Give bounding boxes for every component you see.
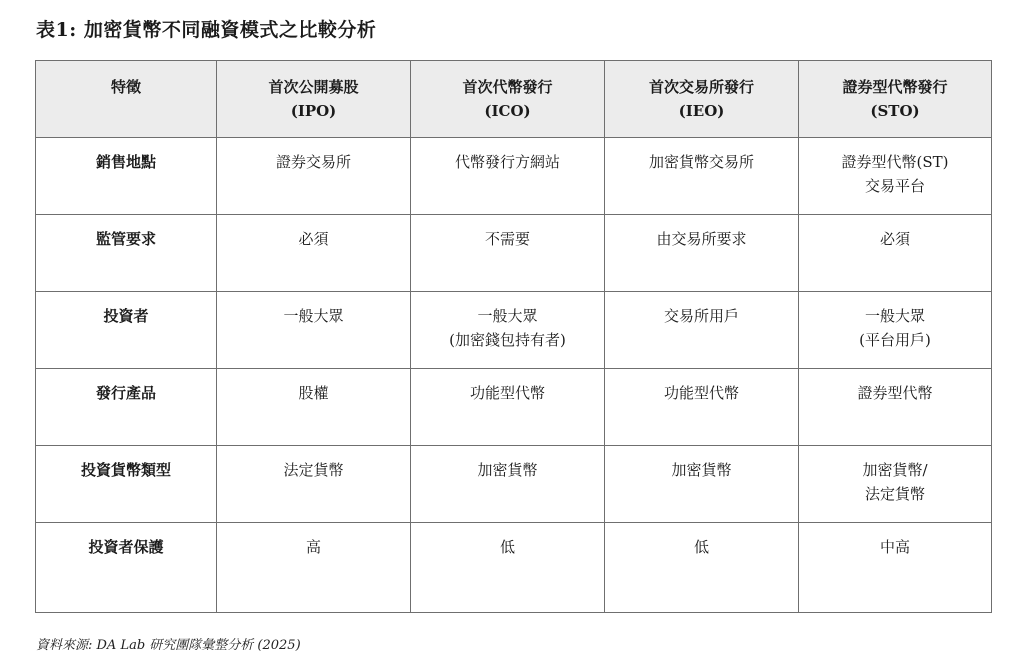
cell-text: 證券交易所: [275, 153, 351, 171]
table-cell-ieo: [605, 138, 799, 215]
table-cell-ieo: [605, 369, 799, 446]
cell-text: 功能型代幣: [663, 384, 739, 402]
cell-text: 中高: [879, 538, 910, 556]
column-header-line: (ICO): [484, 102, 531, 120]
table-header-row: [36, 61, 992, 138]
column-header-ieo: [605, 61, 799, 138]
table-cell-ico: [411, 138, 605, 215]
table-cell-ieo: [605, 446, 799, 523]
table-cell-ieo: [605, 215, 799, 292]
cell-text: (平台用戶): [859, 331, 931, 349]
table-cell-ipo: [217, 292, 411, 369]
table-cell-sto: [799, 369, 992, 446]
table-cell-ipo: [217, 446, 411, 523]
table-cell-ico: [411, 369, 605, 446]
row-feature-cell: [36, 138, 217, 215]
cell-text: 一般大眾: [477, 307, 538, 325]
table-row: [36, 215, 992, 292]
cell-text: 功能型代幣: [469, 384, 545, 402]
table-cell-sto: [799, 138, 992, 215]
table-cell-ipo: [217, 215, 411, 292]
cell-text: 必須: [298, 230, 329, 248]
cell-text: 投資貨幣類型: [80, 461, 171, 479]
cell-text: 一般大眾: [864, 307, 925, 325]
table-row: [36, 138, 992, 215]
cell-text: 交易所用戶: [663, 307, 739, 325]
cell-text: 由交易所要求: [656, 230, 747, 248]
column-header-sto: [799, 61, 992, 138]
cell-text: 必須: [879, 230, 910, 248]
table-row: [36, 292, 992, 369]
column-header-line: 首次代幣發行: [462, 78, 553, 96]
table-cell-sto: [799, 446, 992, 523]
cell-text: 代幣發行方網站: [454, 153, 560, 171]
cell-text: 監管要求: [95, 230, 156, 248]
cell-text: 發行產品: [95, 384, 156, 402]
column-header-line: 首次公開募股: [268, 78, 359, 96]
cell-text: 投資者保護: [88, 538, 164, 556]
table-cell-sto: [799, 292, 992, 369]
table-row: [36, 523, 992, 613]
cell-text: 加密貨幣: [671, 461, 732, 479]
table-row: [36, 446, 992, 523]
comparison-table: [35, 60, 992, 613]
cell-text: 證券型代幣: [857, 384, 933, 402]
column-header-line: 特徵: [110, 78, 141, 96]
cell-text: 法定貨幣: [283, 461, 344, 479]
cell-text: 一般大眾: [283, 307, 344, 325]
row-feature-cell: [36, 446, 217, 523]
cell-text: 投資者: [103, 307, 149, 325]
column-header-line: 證券型代幣發行: [842, 78, 948, 96]
table-cell-sto: [799, 215, 992, 292]
cell-text: 低: [499, 538, 515, 556]
column-header-line: (STO): [870, 102, 920, 120]
table-cell-ieo: [605, 292, 799, 369]
column-header-line: 首次交易所發行: [648, 78, 754, 96]
cell-text: 法定貨幣: [864, 485, 925, 503]
table-cell-sto: [799, 523, 992, 613]
table-row: [36, 369, 992, 446]
cell-text: 加密貨幣交易所: [648, 153, 754, 171]
cell-text: (加密錢包持有者): [449, 331, 566, 349]
table-cell-ipo: [217, 138, 411, 215]
table-cell-ico: [411, 523, 605, 613]
table-cell-ipo: [217, 523, 411, 613]
column-header-line: (IPO): [290, 102, 337, 120]
table-cell-ico: [411, 292, 605, 369]
source-note: 資料來源: DA Lab 研究團隊彙整分析 (2025): [36, 638, 301, 653]
table-cell-ipo: [217, 369, 411, 446]
cell-text: 低: [693, 538, 709, 556]
cell-text: 不需要: [484, 230, 530, 248]
cell-text: 高: [305, 538, 321, 556]
row-feature-cell: [36, 369, 217, 446]
row-feature-cell: [36, 523, 217, 613]
column-header-line: (IEO): [678, 102, 725, 120]
table-title: 表1: 加密貨幣不同融資模式之比較分析: [36, 19, 377, 41]
table-cell-ico: [411, 215, 605, 292]
cell-text: 銷售地點: [95, 153, 156, 171]
row-feature-cell: [36, 215, 217, 292]
cell-text: 加密貨幣/: [862, 461, 928, 479]
table-cell-ieo: [605, 523, 799, 613]
table-cell-ico: [411, 446, 605, 523]
cell-text: 加密貨幣: [477, 461, 538, 479]
column-header-ipo: [217, 61, 411, 138]
cell-text: 交易平台: [864, 177, 925, 195]
cell-text: 證券型代幣(ST): [841, 153, 949, 171]
row-feature-cell: [36, 292, 217, 369]
cell-text: 股權: [298, 384, 329, 402]
column-header-ico: [411, 61, 605, 138]
column-header-feature: [36, 61, 217, 138]
